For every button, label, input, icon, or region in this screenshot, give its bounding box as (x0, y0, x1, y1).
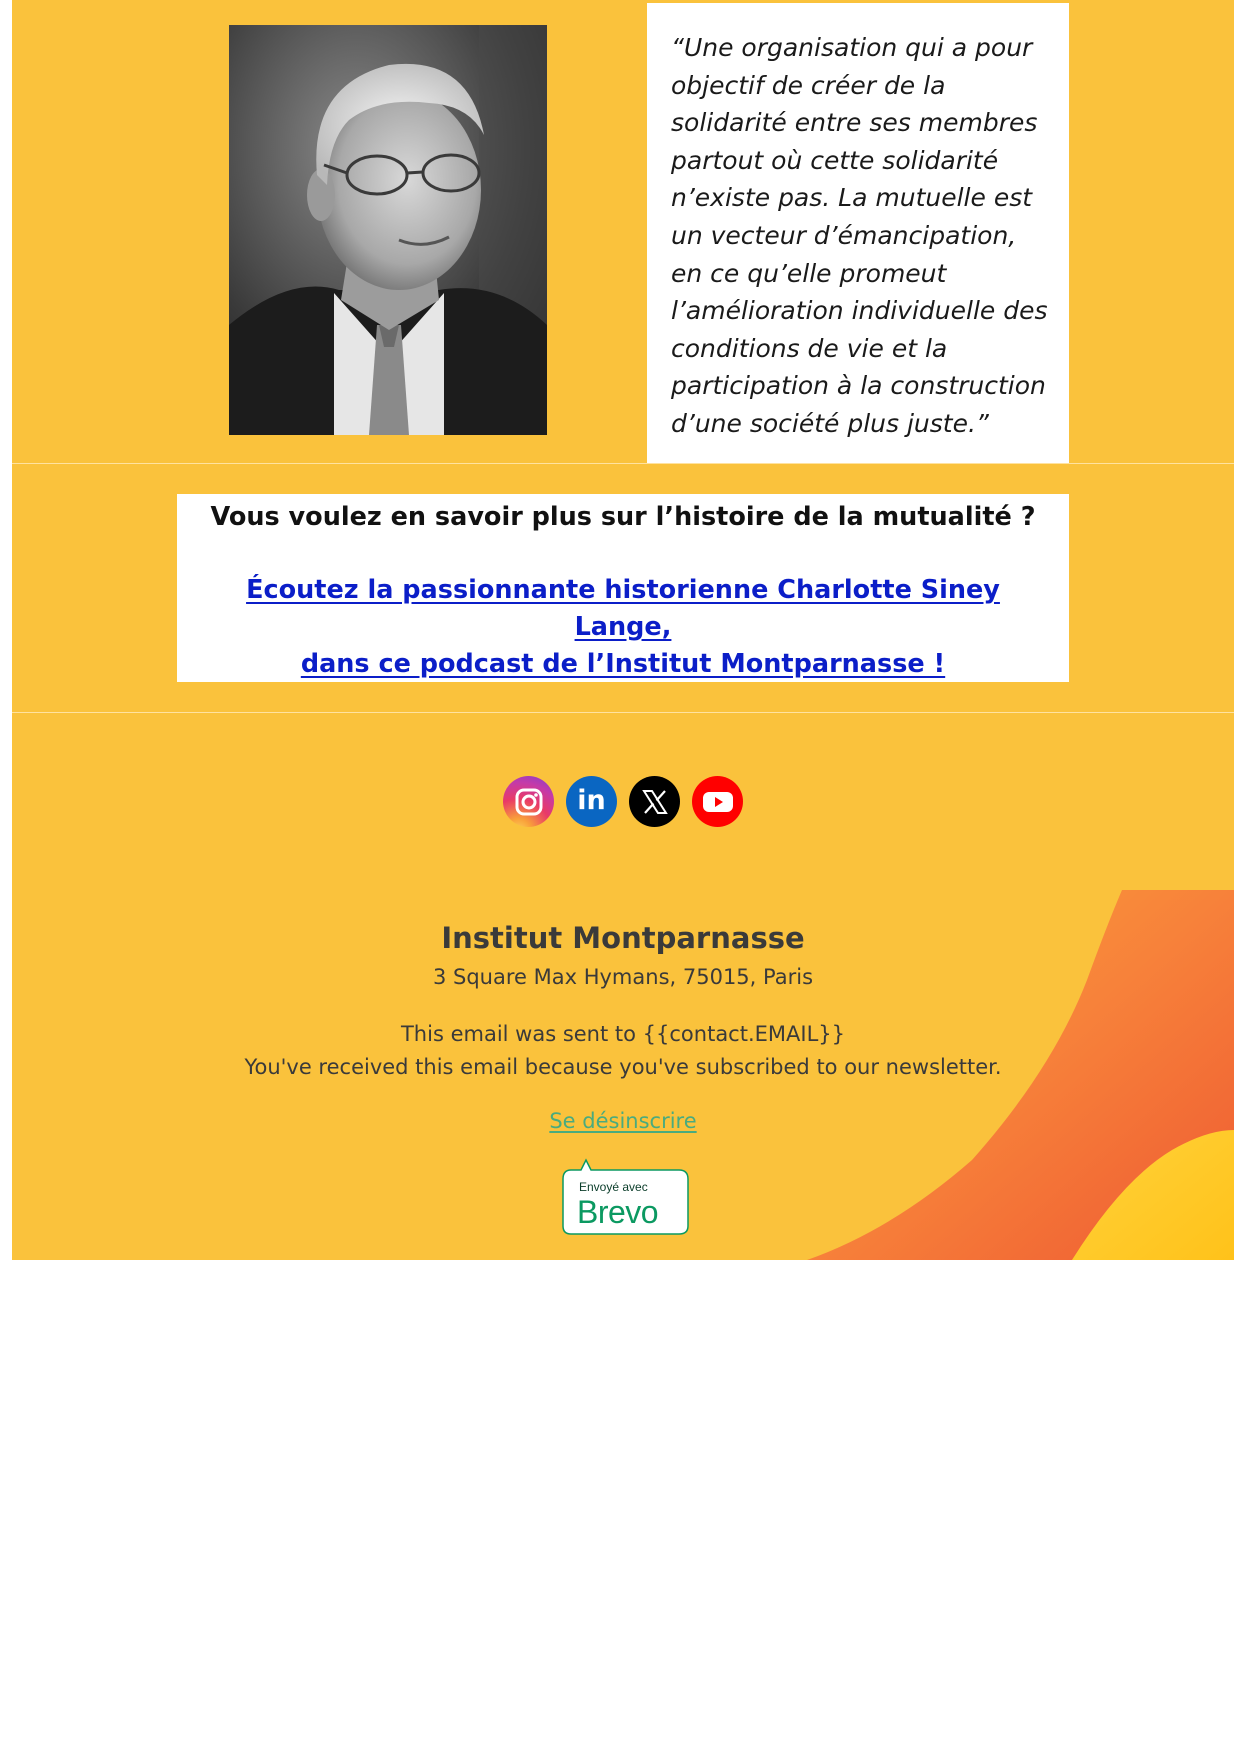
footer (12, 890, 1234, 1260)
portrait-photo (229, 25, 547, 435)
podcast-link-line2: dans ce podcast de l’Institut Montparnasse ! (300, 649, 946, 679)
section-divider (12, 463, 1234, 464)
linkedin-button[interactable] (566, 776, 617, 827)
social-links (12, 776, 1234, 827)
instagram-button[interactable] (503, 776, 554, 827)
unsubscribe-link[interactable]: Se désinscrire (549, 1109, 697, 1133)
quote-text: “Une organisation qui a pour objectif de créer de la solidarité entre ses membres partout où cette solidarité n’existe pas. La mutuelle est un vecteur d’émancipation, en ce qu’elle promeut l’amélioration individuelle des conditions de vie et la participation à la construction d’une société plus juste.” (671, 33, 1048, 438)
podcast-link-line1: Écoutez la passionnante historienne Charlotte Siney Lange, (246, 575, 1000, 642)
history-title: Vous voulez en savoir plus sur l’histoire de la mutualité ? (210, 502, 1036, 532)
footer-content (12, 890, 1234, 1136)
org-address: 3 Square Max Hymans, 75015, Paris (432, 965, 814, 989)
linkedin-icon: in (577, 785, 606, 816)
podcast-link[interactable] (197, 572, 1049, 683)
youtube-icon (702, 790, 734, 814)
subscription-reason: You've received this email because you've subscribed to our newsletter. (244, 1055, 1002, 1079)
quote-card (647, 3, 1069, 463)
portrait-illustration (229, 25, 547, 435)
instagram-icon (514, 787, 544, 817)
email-body (12, 0, 1234, 1260)
section-divider (12, 712, 1234, 713)
sent-to-text: This email was sent to {{contact.EMAIL}} (400, 1022, 846, 1046)
brevo-badge[interactable] (561, 1158, 691, 1236)
org-name: Institut Montparnasse (441, 921, 805, 955)
x-button[interactable] (629, 776, 680, 827)
brevo-logo-text: Brevo (577, 1194, 659, 1230)
youtube-button[interactable] (692, 776, 743, 827)
brevo-sent-with: Envoyé avec (579, 1180, 648, 1194)
x-icon (641, 788, 669, 816)
history-card (177, 494, 1069, 682)
